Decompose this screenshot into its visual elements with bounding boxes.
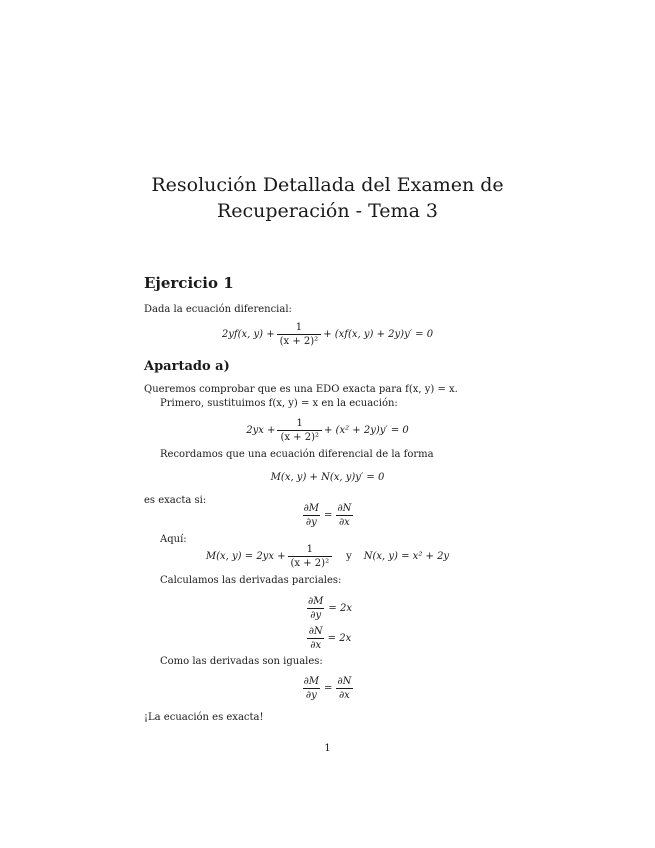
mn-fraction [288,544,333,569]
main-equation [0,320,655,348]
cond2-left-num: ∂M [303,675,320,687]
derivative-n-x [0,625,655,651]
cond2-right-fraction [334,676,354,701]
d2-fraction [306,626,326,651]
cond-left-den: ∂y [303,515,320,528]
d1-den: ∂y [307,608,324,621]
sub-eq-den: (x + 2)² [277,430,322,443]
d1-fraction [305,596,326,621]
document-title-line-1: Resolución Detallada del Examen de [151,174,504,196]
d1-rhs: = 2x [328,602,352,614]
part-a-paragraph-5: Aquí: [160,534,187,545]
part-a-conclusion: ¡La ecuación es exacta! [144,712,264,723]
exercise-heading: Ejercicio 1 [144,274,234,292]
mn-den: (x + 2)² [288,556,333,569]
exactness-condition [0,502,655,528]
sub-eq-fraction [277,418,322,443]
main-eq-right: + (xf(x, y) + 2y)y′ = 0 [323,328,434,340]
cond-right-num: ∂N [337,502,352,514]
cond2-right-num: ∂N [337,675,352,687]
d2-rhs: = 2x [327,632,352,644]
d1-num: ∂M [308,595,324,607]
part-a-paragraph-1: Queremos comprobar que es una EDO exacta para f(x, y) = x. [144,384,458,395]
main-eq-den: (x + 2)² [277,334,322,347]
document-title-line-2: Recuperación - Tema 3 [216,200,439,222]
substituted-equation [0,416,655,444]
mn-right: N(x, y) = x² + 2y [363,550,450,562]
main-eq-num: 1 [295,321,303,333]
mn-and: y [346,550,352,562]
page-number: 1 [324,743,331,754]
d2-den: ∂x [307,638,324,651]
derivative-m-y [0,595,655,621]
mn-left: M(x, y) = 2yx + [205,550,286,562]
sub-eq-right: + (x² + 2y)y′ = 0 [324,424,409,436]
part-a-heading: Apartado a) [144,359,230,374]
exercise-intro: Dada la ecuación diferencial: [144,304,292,315]
mn-num: 1 [306,543,313,555]
cond2-left-fraction [301,676,322,701]
part-a-paragraph-2: Primero, sustituimos f(x, y) = x en la ecuación: [160,398,398,409]
cond2-equals: = [324,682,333,694]
cond-equals: = [324,509,333,521]
m-n-definitions [0,542,655,570]
sub-eq-left: 2yx + [246,424,276,436]
d2-num: ∂N [308,625,323,637]
part-a-paragraph-4: es exacta si: [144,495,207,506]
cond-right-fraction [334,503,354,528]
part-a-paragraph-6: Calculamos las derivadas parciales: [160,575,342,586]
cond-right-den: ∂x [336,515,353,528]
part-a-paragraph-3: Recordamos que una ecuación diferencial de la forma [160,449,434,460]
general-form-equation: M(x, y) + N(x, y)y′ = 0 [270,471,385,483]
main-eq-left: 2yf(x, y) + [221,328,275,340]
equal-derivatives [0,675,655,701]
cond2-left-den: ∂y [303,688,320,701]
cond2-right-den: ∂x [336,688,353,701]
part-a-paragraph-7: Como las derivadas son iguales: [160,656,323,667]
main-eq-fraction [277,322,322,347]
cond-left-num: ∂M [303,502,320,514]
cond-left-fraction [301,503,322,528]
sub-eq-num: 1 [296,417,303,429]
